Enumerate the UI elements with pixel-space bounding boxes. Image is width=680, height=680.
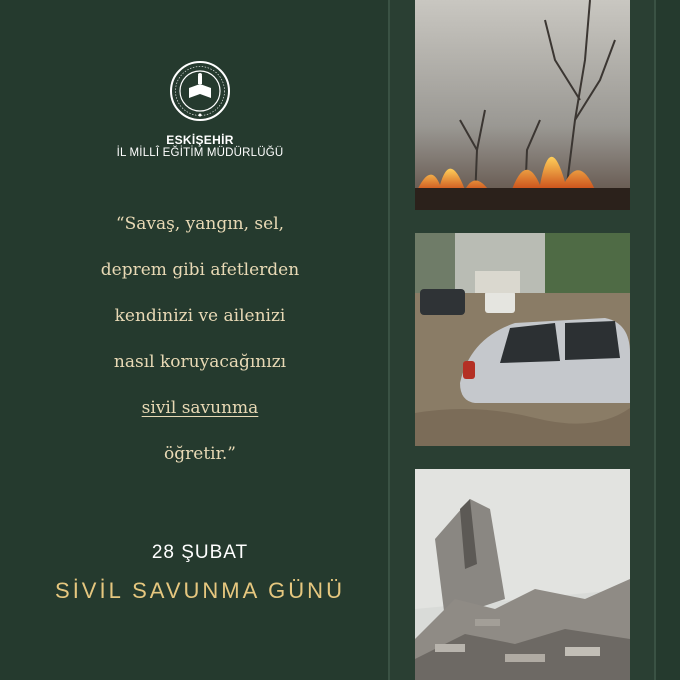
divider-line	[654, 0, 656, 680]
org-name-city: ESKİŞEHİR	[166, 133, 234, 147]
underlined-phrase: sivil savunma	[141, 398, 259, 418]
quote-line: kendinizi ve ailenizi	[114, 306, 286, 326]
event-title: SİVİL SAVUNMA GÜNÜ	[55, 578, 345, 603]
ministry-seal-icon	[169, 60, 231, 122]
quote-line: öğretir.”	[164, 444, 236, 464]
flood-car-photo	[415, 233, 630, 446]
earthquake-rubble-photo	[415, 469, 630, 680]
quote-line-emphasis	[40, 396, 360, 442]
quote-line: “Savaş, yangın, sel,	[115, 214, 285, 234]
quote-block	[40, 212, 360, 488]
forest-fire-photo	[415, 0, 630, 210]
divider-line	[388, 0, 390, 680]
event-date: 28 ŞUBAT	[151, 542, 249, 563]
quote-line: deprem gibi afetlerden	[100, 260, 300, 280]
org-name-directorate: İL MİLLÎ EĞİTİM MÜDÜRLÜĞÜ	[116, 147, 284, 159]
quote-line: nasıl koruyacağınızı	[113, 352, 287, 372]
